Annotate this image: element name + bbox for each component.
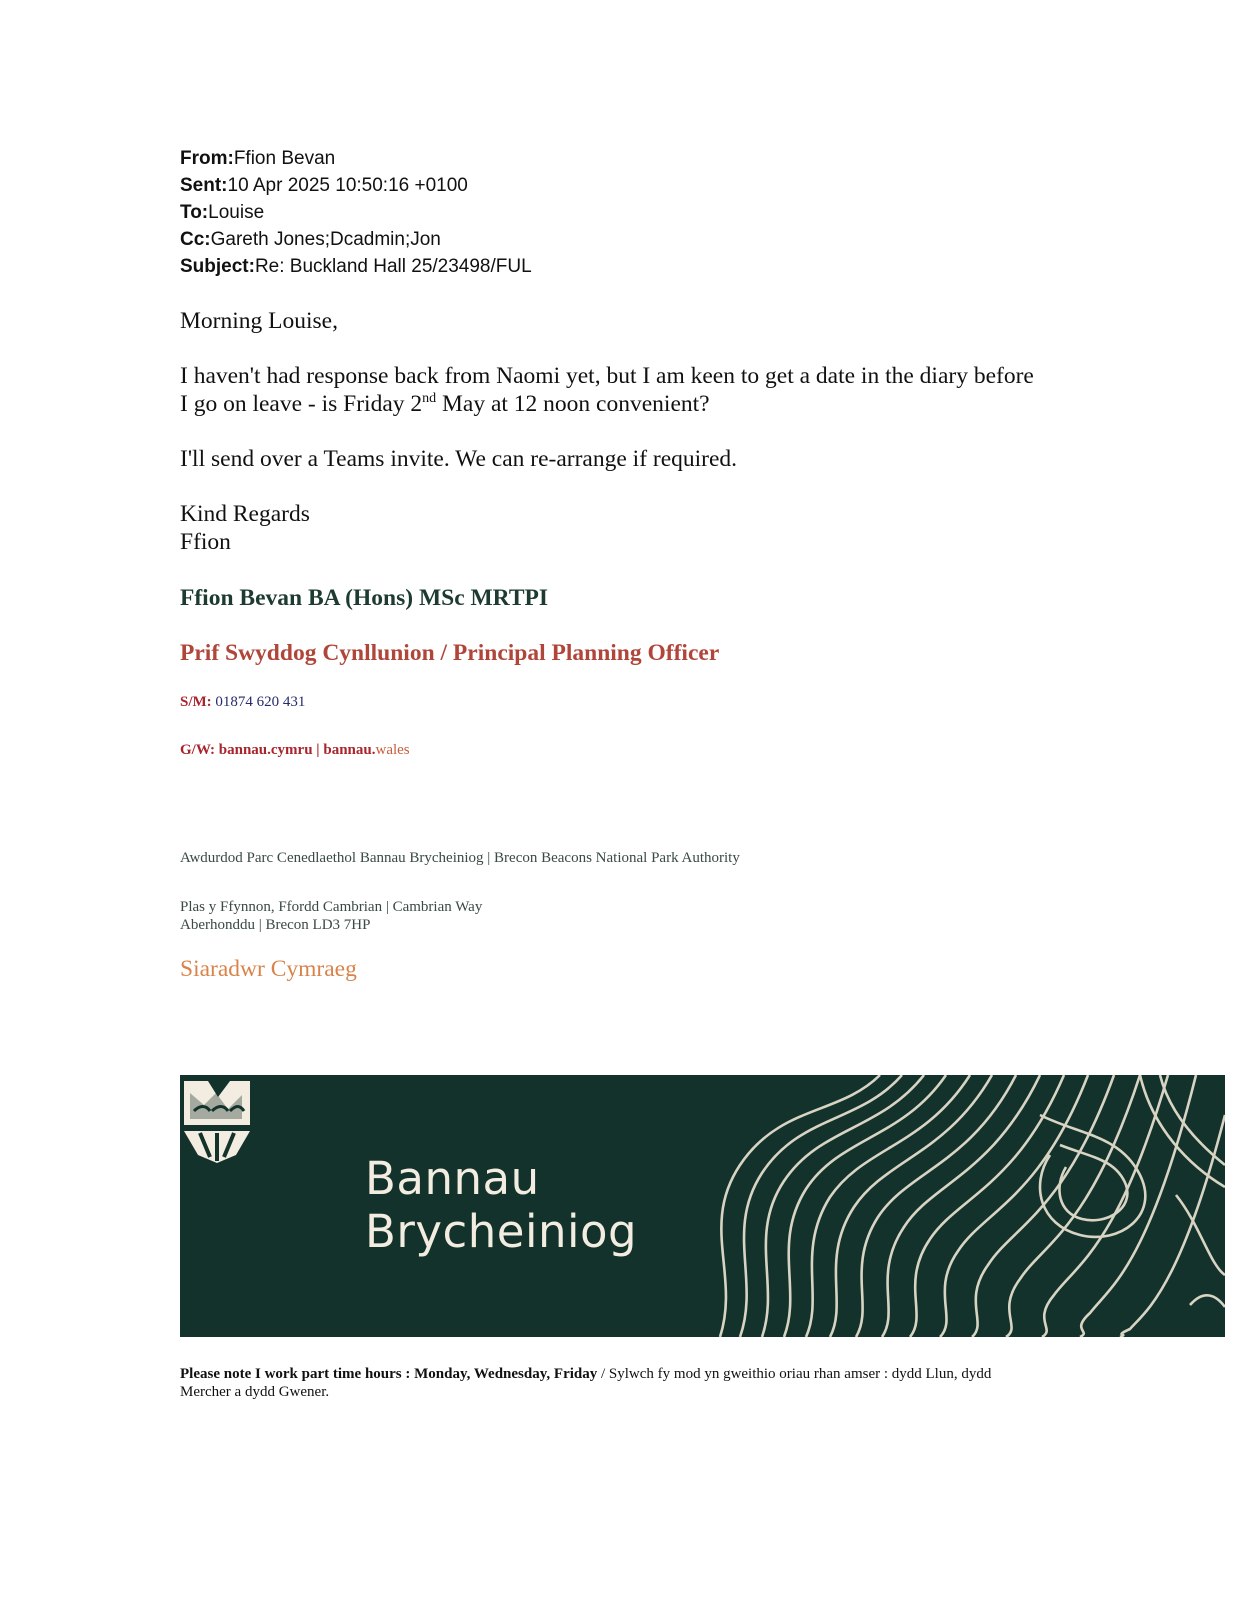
- sent-label: Sent:: [180, 175, 228, 196]
- sent-value: 10 Apr 2025 10:50:16 +0100: [227, 175, 468, 196]
- link-bannau-wales-prefix: bannau.: [323, 742, 376, 758]
- closing: [180, 500, 1040, 556]
- address-line-2: Aberhonddu | Brecon LD3 7HP: [180, 917, 371, 933]
- note-rest: / Sylwch fy mod yn gweithio oriau rhan amser : dydd Llun, dydd Mercher a dydd Gwener.: [180, 1366, 992, 1400]
- web-separator: |: [316, 742, 320, 758]
- link-bannau-wales[interactable]: [323, 742, 409, 758]
- link-bannau-cymru[interactable]: bannau.cymru: [218, 742, 313, 758]
- brand-banner: [180, 1075, 1225, 1337]
- contour-pattern: [180, 1075, 1225, 1337]
- greeting: Morning Louise,: [180, 308, 338, 334]
- signature-websites: [180, 742, 410, 759]
- from-row: [180, 145, 532, 172]
- from-label: From:: [180, 148, 234, 169]
- phone-label: S/M:: [180, 694, 212, 710]
- bannau-brycheiniog-crest-icon: [180, 1075, 254, 1163]
- signature-title: Prif Swyddog Cynllunion / Principal Planning Officer: [180, 640, 720, 666]
- para1-text-b: May at 12 noon convenient?: [436, 391, 710, 417]
- para1-superscript: nd: [422, 391, 437, 407]
- body-paragraph-1: [180, 362, 1040, 418]
- brand-line-2: Brycheiniog: [365, 1205, 638, 1258]
- to-value: Louise: [208, 202, 265, 223]
- part-time-note: [180, 1365, 1040, 1401]
- closing-line-1: Kind Regards: [180, 501, 310, 527]
- subject-label: Subject:: [180, 256, 255, 277]
- cc-value: Gareth Jones;Dcadmin;Jon: [210, 229, 441, 250]
- organisation: Awdurdod Parc Cenedlaethol Bannau Brycheiniog | Brecon Beacons National Park Authority: [180, 850, 740, 866]
- brand-wordmark: [365, 1152, 637, 1258]
- to-row: [180, 199, 532, 226]
- phone-number[interactable]: 01874 620 431: [215, 694, 306, 710]
- web-label: G/W:: [180, 742, 216, 758]
- signature-phone: [180, 694, 305, 711]
- welsh-speaker-badge: Siaradwr Cymraeg: [180, 956, 357, 982]
- from-value: Ffion Bevan: [233, 148, 336, 169]
- note-bold: Please note I work part time hours : Monday, Wednesday, Friday: [180, 1366, 598, 1382]
- address: [180, 898, 482, 934]
- cc-row: [180, 226, 532, 253]
- email-headers: [180, 145, 532, 280]
- brand-line-1: Bannau: [365, 1152, 540, 1205]
- to-label: To:: [180, 202, 209, 223]
- cc-label: Cc:: [180, 229, 211, 250]
- link-bannau-wales-suffix: wales: [375, 742, 410, 758]
- body-paragraph-2: I'll send over a Teams invite. We can re-arrange if required.: [180, 446, 738, 472]
- closing-line-2: Ffion: [180, 529, 231, 555]
- address-line-1: Plas y Ffynnon, Ffordd Cambrian | Cambrian Way: [180, 899, 483, 915]
- sent-row: [180, 172, 532, 199]
- signature-name: Ffion Bevan BA (Hons) MSc MRTPI: [180, 585, 549, 611]
- para1-text-a: I haven't had response back from Naomi yet, but I am keen to get a date in the diary before I go on leave - is Friday 2: [180, 363, 1034, 417]
- subject-row: [180, 253, 532, 280]
- subject-value: Re: Buckland Hall 25/23498/FUL: [254, 256, 532, 277]
